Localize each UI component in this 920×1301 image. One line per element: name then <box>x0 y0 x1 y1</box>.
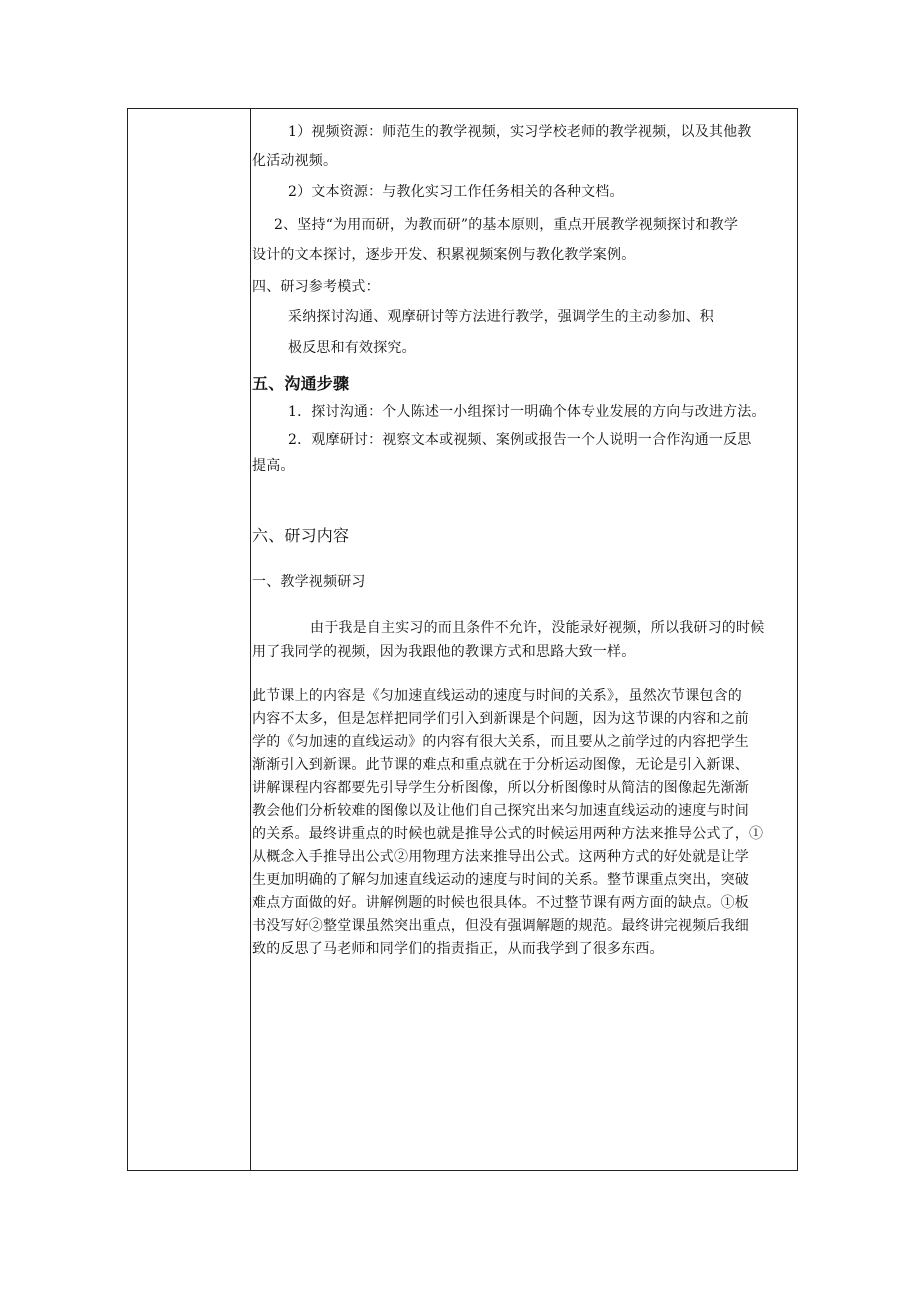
section-6-body-line: 讲解课程内容都要先引导学生分析图像，所以分析图像时从简洁的图像起先渐渐 <box>252 780 749 796</box>
section-6-body-line: 书没写好②整堂课虽然突出重点，但没有强调解题的规范。最终讲完视频后我细 <box>252 918 749 934</box>
section-6-intro-line-1: 由于我是自主实习的而且条件不允许，没能录好视频，所以我研习的时候 <box>310 620 765 636</box>
text-resource-line: 2）文本资源：与教化实习工作任务相关的各种文档。 <box>288 184 624 200</box>
section-6-body-line: 学的《匀加速的直线运动》的内容有很大关系，而且要从之前学过的内容把学生 <box>252 734 749 750</box>
section-5-step-2-line-1: 2．观摩研讨：视察文本或视频、案例或报告一个人说明一合作沟通一反思 <box>288 432 752 448</box>
section-6-body-line: 内容不太多，但是怎样把同学们引入到新课是个问题，因为这节课的内容和之前 <box>252 711 749 727</box>
section-4-line-2: 极反思和有效探究。 <box>288 340 416 356</box>
principle-line-1: 2、坚持“为用而研，为教而研”的基本原则，重点开展教学视频探讨和教学 <box>274 217 739 233</box>
principle-line-2: 设计的文本探讨，逐步开发、积累视频案例与教化教学案例。 <box>252 247 636 263</box>
video-resource-line-2: 化活动视频。 <box>252 153 338 169</box>
section-6-body-line: 致的反思了马老师和同学们的指责指正，从而我学到了很多东西。 <box>252 941 664 957</box>
table-frame <box>127 108 798 1171</box>
section-6-intro-line-2: 用了我同学的视频，因为我跟他的教课方式和思路大致一样。 <box>252 644 636 660</box>
section-6-title: 六、研习内容 <box>252 526 350 545</box>
section-6-body-line: 从概念入手推导出公式②用物理方法来推导出公式。这两种方式的好处就是让学 <box>252 849 749 865</box>
section-5-step-2-line-2: 提高。 <box>252 458 295 474</box>
section-6-body-line: 的关系。最终讲重点的时候也就是推导公式的时候运用两种方法来推导公式了，① <box>252 826 764 842</box>
section-6-body-line: 此节课上的内容是《匀加速直线运动的速度与时间的关系》，虽然次节课包含的 <box>252 688 742 704</box>
section-4-line-1: 采纳探讨沟通、观摩研讨等方法进行教学，强调学生的主动参加、积 <box>288 309 714 325</box>
section-5-title: 五、沟通步骤 <box>252 374 350 393</box>
section-6-body-line: 难点方面做的好。讲解例题的时候也很具体。不过整节课有两方面的缺点。①板 <box>252 895 749 911</box>
section-6-subtitle: 一、教学视频研习 <box>252 574 366 590</box>
column-divider <box>250 108 251 1171</box>
video-resource-line-1: 1）视频资源：师范生的教学视频，实习学校老师的教学视频，以及其他教 <box>288 124 752 140</box>
section-6-body-line: 生更加明确的了解匀加速直线运动的速度与时间的关系。整节课重点突出，突破 <box>252 872 749 888</box>
section-6-body-line: 渐渐引入到新课。此节课的难点和重点就在于分析运动图像，无论是引入新课、 <box>252 757 749 773</box>
section-4-title: 四、研习参考模式： <box>252 279 380 295</box>
section-5-step-1: 1．探讨沟通：个人陈述一小组探讨一明确个体专业发展的方向与改进方法。 <box>288 404 766 420</box>
section-6-body-line: 教会他们分析较难的图像以及让他们自己探究出来匀加速直线运动的速度与时间 <box>252 803 749 819</box>
